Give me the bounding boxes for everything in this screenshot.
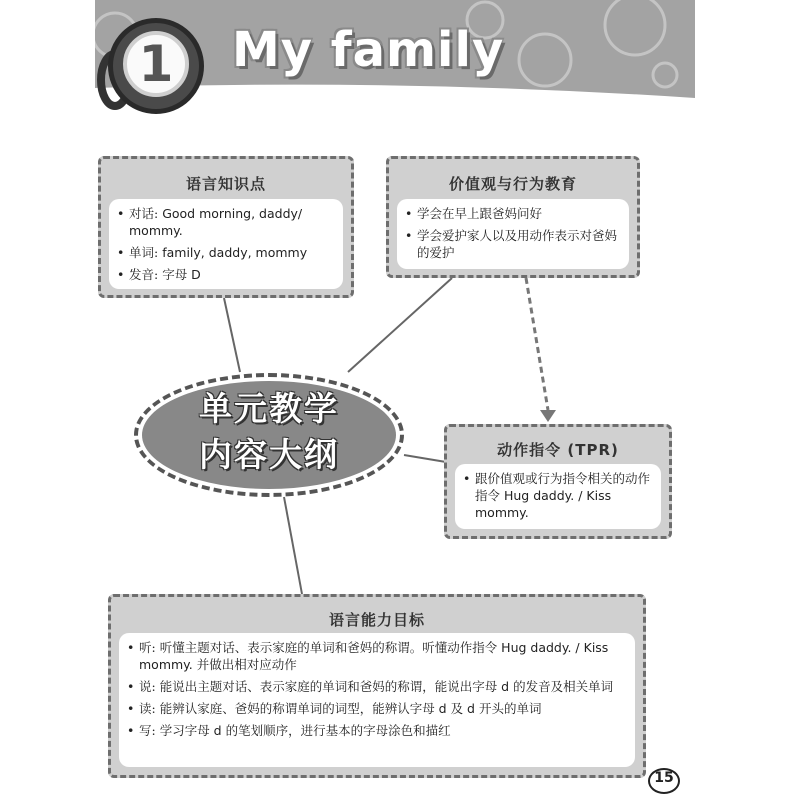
knowledge-box <box>98 156 354 298</box>
tpr-panel <box>455 464 661 529</box>
ability-box <box>108 594 646 778</box>
values-title: 价值观与行为教育 <box>448 175 577 193</box>
knowledge-item: • 对话: Good morning, daddy/ mommy. <box>117 205 335 239</box>
values-item: • 学会在早上跟爸妈问好 <box>405 205 621 222</box>
tpr-title: 动作指令 (TPR) <box>497 441 619 459</box>
values-box <box>386 156 640 278</box>
ability-item: • 写: 学习字母 d 的笔划顺序，进行基本的字母涂色和描红 <box>127 722 627 739</box>
knowledge-item: • 单词: family, daddy, mommy <box>117 244 335 261</box>
unit-number: 1 <box>123 31 189 97</box>
page-number: 15 <box>648 768 680 794</box>
tpr-box <box>444 424 672 539</box>
center-title-line2: 内容大纲 <box>199 435 339 474</box>
knowledge-item: • 发音: 字母 D <box>117 266 335 283</box>
knowledge-panel <box>109 199 343 289</box>
arrow-down-icon <box>540 410 556 422</box>
unit-title: My family <box>232 22 505 78</box>
center-title <box>142 386 396 478</box>
knowledge-title: 语言知识点 <box>185 175 266 193</box>
tpr-item: • 跟价值观或行为指令相关的动作指令 Hug daddy. / Kiss mommy. <box>463 470 653 521</box>
values-panel <box>397 199 629 269</box>
ability-panel <box>119 633 635 767</box>
values-item: • 学会爱护家人以及用动作表示对爸妈的爱护 <box>405 227 621 261</box>
ability-item: • 读: 能辨认家庭、爸妈的称谓单词的词型，能辨认字母 d 及 d 开头的单词 <box>127 700 627 717</box>
ability-item: • 听: 听懂主题对话、表示家庭的单词和爸妈的称谓。听懂动作指令 Hug daddy. / Kiss mommy. 并做出相对应动作 <box>127 639 627 673</box>
ability-title: 语言能力目标 <box>328 611 425 629</box>
center-title-line1: 单元教学 <box>199 389 339 428</box>
ability-item: • 说: 能说出主题对话、表示家庭的单词和爸妈的称谓，能说出字母 d 的发音及相关单词 <box>127 678 627 695</box>
